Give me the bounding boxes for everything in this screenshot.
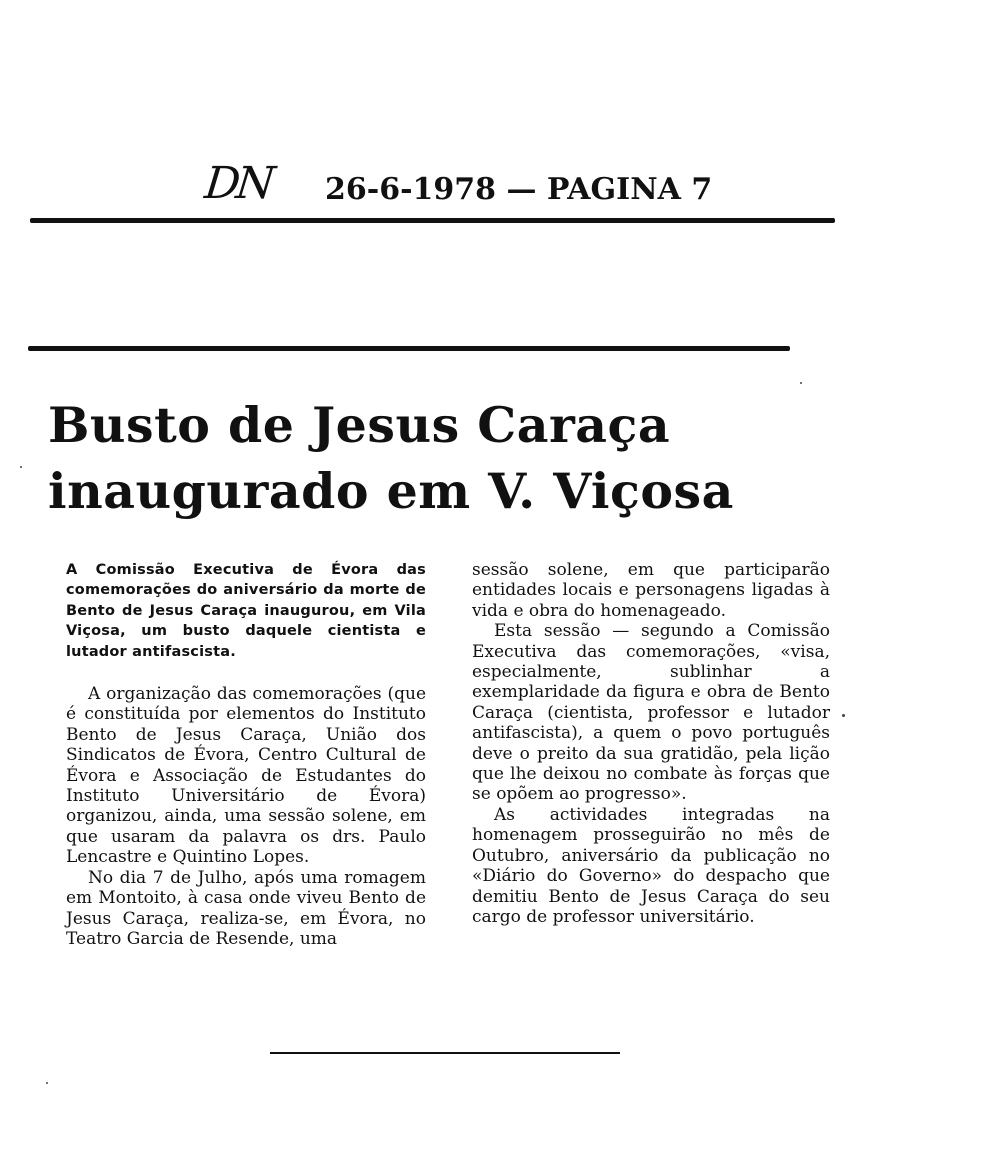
article-paragraph: No dia 7 de Julho, após uma romagem em Montoito, à casa onde viveu Bento de Jesus Caraça, realiza-se, em Évora, no Teatro Garcia de Resende, uma [66,867,426,949]
article-column-right [472,560,830,927]
article-paragraph: Esta sessão — segundo a Comissão Executiva das comemorações, «visa, especialmente, sublinhar a exemplaridade da figura e obra de Bento Caraça (cientista, professor e lutador antifascista), a quem o povo português deve o preito da sua gratidão, pela lição que lhe deixou no combate às forças que se opõem ao progresso». [472,621,830,805]
article-paragraph: sessão solene, em que participarão entidades locais e personagens ligadas à vida e obra do homenageado. [472,560,830,621]
masthead [202,158,805,218]
scan-speck [842,714,845,717]
scan-speck [46,1082,48,1084]
article-paragraph: A organização das comemorações (que é constituída por elementos do Instituto Bento de Jesus Caraça, União dos Sindicatos de Évora, Centro Cultural de Évora e Associação de Estudantes do Instituto Universitário de Évora) organizou, ainda, uma sessão solene, em que usaram da palavra os drs. Paulo Lencastre e Quintino Lopes. [66,684,426,868]
newspaper-logo: DN [202,158,274,209]
article-lead: A Comissão Executiva de Évora das comemorações do aniversário da morte de Bento de Jesus Caraça inaugurou, em Vila Viçosa, um busto daquele cientista e lutador antifascista. [66,562,426,660]
article-headline [48,392,808,524]
headline-line-2: inaugurado em V. Viçosa [48,462,734,520]
article-paragraph: As actividades integradas na homenagem prosseguirão no mês de Outubro, aniversário da publicação no «Diário do Governo» do despacho que demitiu Bento de Jesus Caraça do seu cargo de professor universitário. [472,804,830,927]
scan-speck [20,466,22,468]
scan-speck [800,382,802,384]
headline-line-1: Busto de Jesus Caraça [48,396,671,454]
section-rule [28,346,790,351]
dateline: 26-6-1978 — PAGINA 7 [325,172,713,207]
article-column-left [66,560,426,949]
article-end-rule [270,1052,620,1054]
masthead-rule [30,218,835,223]
